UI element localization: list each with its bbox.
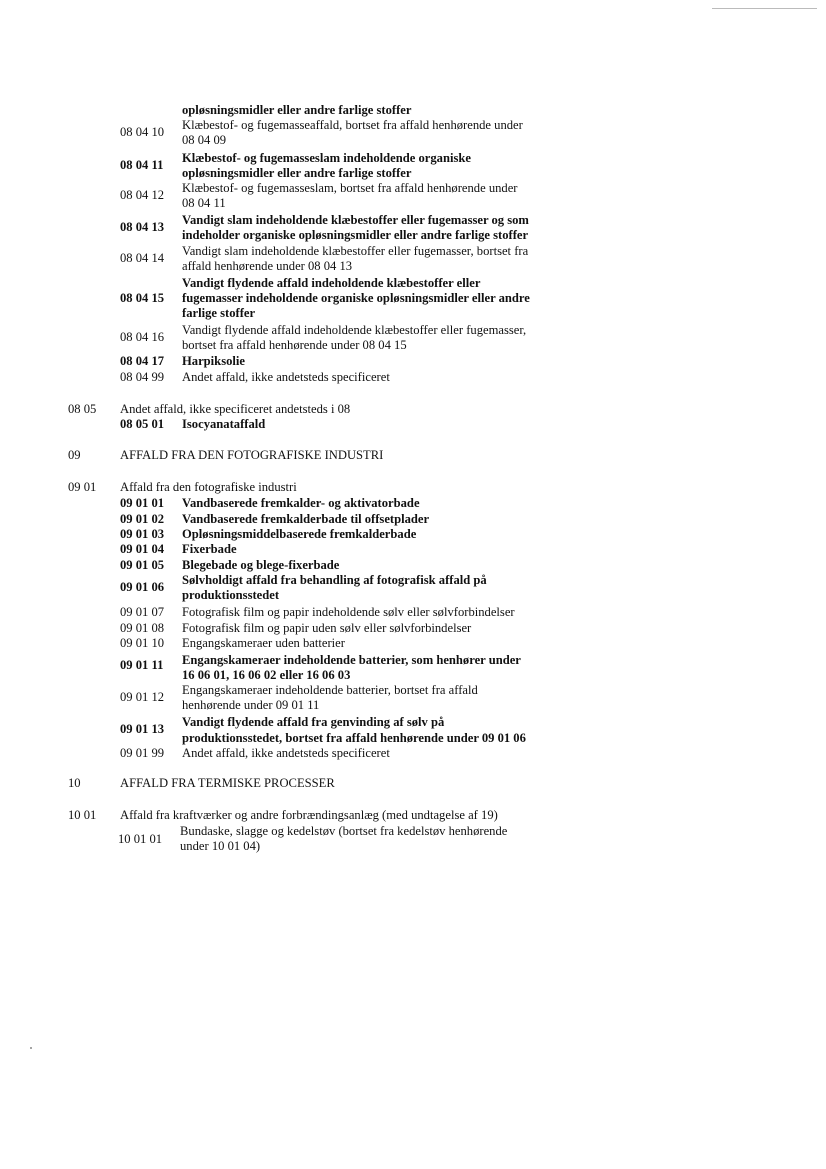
waste-description: Harpiksolie (182, 354, 245, 368)
waste-code: 09 01 11 (120, 658, 164, 672)
waste-description: Vandigt slam indeholdende klæbestoffer eller fugemasser, bortset fra (182, 244, 529, 258)
waste-description: Klæbestof- og fugemasseslam, bortset fra affald henhørende under (182, 181, 518, 195)
waste-code: 09 01 05 (120, 558, 165, 572)
waste-description: under 10 01 04) (180, 839, 261, 853)
waste-code: 09 01 12 (120, 690, 165, 704)
waste-code: 09 01 13 (120, 722, 165, 736)
waste-code: 08 04 10 (120, 125, 165, 139)
waste-description: Fotografisk film og papir indeholdende sølv eller sølvforbindelser (182, 605, 515, 619)
waste-description: Andet affald, ikke andetsteds specificeret (182, 370, 390, 384)
waste-code: 08 04 14 (120, 251, 165, 265)
section-code: 09 01 (68, 480, 97, 494)
waste-code: 08 05 01 (120, 417, 165, 431)
waste-description: produktionsstedet (182, 588, 280, 602)
waste-description: Vandigt flydende affald fra genvinding af sølv på (182, 715, 445, 729)
waste-description: Fixerbade (182, 542, 237, 556)
waste-code: 09 01 06 (120, 580, 165, 594)
waste-code: 10 01 01 (118, 832, 163, 846)
waste-code: 08 04 11 (120, 158, 164, 172)
waste-code: 09 01 01 (120, 496, 165, 510)
waste-description: Vandigt flydende affald indeholdende klæbestoffer eller fugemasser, (182, 323, 527, 337)
section-title: Affald fra den fotografiske industri (120, 480, 297, 494)
scan-speck (30, 1047, 32, 1049)
chapter-code: 09 (68, 448, 81, 462)
waste-code: 09 01 04 (120, 542, 165, 556)
waste-code: 09 01 08 (120, 621, 165, 635)
waste-description: Engangskameraer indeholdende batterier, bortset fra affald (182, 683, 478, 697)
waste-description: produktionsstedet, bortset fra affald henhørende under 09 01 06 (182, 731, 526, 745)
waste-code: 09 01 02 (120, 512, 165, 526)
waste-description: Andet affald, ikke andetsteds specificeret (182, 746, 390, 760)
waste-description: Bundaske, slagge og kedelstøv (bortset fra kedelstøv henhørende (180, 824, 508, 838)
waste-description: Opløsningsmiddelbaserede fremkalderbade (182, 527, 417, 541)
waste-description: Klæbestof- og fugemasseaffald, bortset fra affald henhørende under (182, 118, 523, 132)
waste-code: 08 04 12 (120, 188, 165, 202)
waste-code: 08 04 13 (120, 220, 165, 234)
section-title: Andet affald, ikke specificeret andetsteds i 08 (120, 402, 351, 416)
waste-description: Isocyanataffald (182, 417, 266, 431)
waste-description: Blegebade og blege-fixerbade (182, 558, 340, 572)
waste-description: 16 06 01, 16 06 02 eller 16 06 03 (182, 668, 351, 682)
waste-code: 08 04 15 (120, 291, 165, 305)
scan-edge-line (712, 8, 817, 9)
chapter-title: AFFALD FRA TERMISKE PROCESSER (120, 776, 335, 790)
chapter-code: 10 (68, 776, 81, 790)
waste-code: 08 04 99 (120, 370, 165, 384)
waste-description: Fotografisk film og papir uden sølv eller sølvforbindelser (182, 621, 472, 635)
waste-description: Engangskameraer uden batterier (182, 636, 345, 650)
waste-description: Vandbaserede fremkalderbade til offsetplader (182, 512, 430, 526)
waste-description: 08 04 09 (182, 133, 227, 147)
chapter-title: AFFALD FRA DEN FOTOGRAFISKE INDUSTRI (120, 448, 384, 462)
waste-description: opløsningsmidler eller andre farlige stoffer (182, 166, 412, 180)
waste-description: henhørende under 09 01 11 (182, 698, 320, 712)
waste-description: Vandbaserede fremkalder- og aktivatorbade (182, 496, 420, 510)
waste-description: Vandigt flydende affald indeholdende klæbestoffer eller (182, 276, 481, 290)
waste-description: affald henhørende under 08 04 13 (182, 259, 353, 273)
waste-code: 08 04 17 (120, 354, 165, 368)
continuation-text: opløsningsmidler eller andre farlige stoffer (182, 103, 412, 117)
waste-description: bortset fra affald henhørende under 08 04 15 (182, 338, 407, 352)
waste-code: 09 01 03 (120, 527, 165, 541)
waste-description: fugemasser indeholdende organiske opløsningsmidler eller andre (182, 291, 530, 305)
section-code: 10 01 (68, 808, 97, 822)
waste-code: 08 04 16 (120, 330, 165, 344)
section-title: Affald fra kraftværker og andre forbrændingsanlæg (med undtagelse af 19) (120, 808, 498, 822)
waste-code: 09 01 10 (120, 636, 165, 650)
waste-code: 09 01 99 (120, 746, 165, 760)
waste-description: Klæbestof- og fugemasseslam indeholdende organiske (182, 151, 471, 165)
waste-description: indeholder organiske opløsningsmidler eller andre farlige stoffer (182, 228, 529, 242)
waste-description: 08 04 11 (182, 196, 226, 210)
waste-code: 09 01 07 (120, 605, 165, 619)
waste-description: Vandigt slam indeholdende klæbestoffer eller fugemasser og som (182, 213, 529, 227)
waste-description: Engangskameraer indeholdende batterier, som henhører under (182, 653, 521, 667)
section-code: 08 05 (68, 402, 97, 416)
waste-description: farlige stoffer (182, 306, 256, 320)
waste-description: Sølvholdigt affald fra behandling af fotografisk affald på (182, 573, 487, 587)
